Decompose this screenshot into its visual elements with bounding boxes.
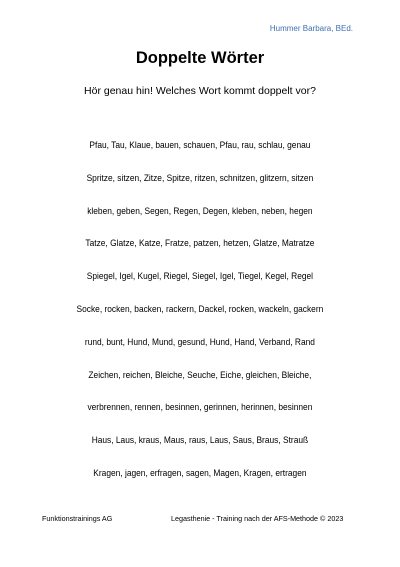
word-line: Tatze, Glatze, Katze, Fratze, patzen, hetzen, Glatze, Matratze — [85, 238, 315, 249]
word-line: verbrennen, rennen, besinnen, gerinnen, herinnen, besinnen — [87, 402, 313, 413]
word-line: kleben, geben, Segen, Regen, Degen, kleben, neben, hegen — [87, 205, 313, 216]
footer-organization: Funktionstrainings AG — [42, 514, 113, 523]
author-credit: Hummer Barbara, BEd. — [269, 24, 353, 33]
word-line: Spritze, sitzen, Zitze, Spitze, ritzen, schnitzen, glitzern, sitzen — [86, 172, 314, 183]
word-line: Kragen, jagen, erfragen, sagen, Magen, Kragen, ertragen — [93, 467, 307, 478]
instruction-text: Hör genau hin! Welches Wort kommt doppelt vor? — [84, 85, 316, 97]
word-line: Haus, Laus, kraus, Maus, raus, Laus, Saus, Braus, Strauß — [91, 435, 309, 446]
word-line: rund, bunt, Hund, Mund, gesund, Hund, Hand, Verband, Rand — [84, 336, 315, 347]
word-line: Spiegel, Igel, Kugel, Riegel, Siegel, Igel, Tiegel, Kegel, Regel — [86, 271, 314, 282]
footer-copyright: Legasthenie - Training nach der AFS-Methode © 2023 — [171, 514, 344, 523]
word-line: Socke, rocken, backen, rackern, Dackel, rocken, wackeln, gackern — [76, 303, 324, 314]
word-line: Pfau, Tau, Klaue, bauen, schauen, Pfau, rau, schlau, genau — [89, 140, 311, 150]
page-title: Doppelte Wörter — [135, 49, 265, 67]
word-line: Zeichen, reichen, Bleiche, Seuche, Eiche, gleichen, Bleiche, — [88, 369, 312, 380]
word-list — [0, 134, 400, 495]
